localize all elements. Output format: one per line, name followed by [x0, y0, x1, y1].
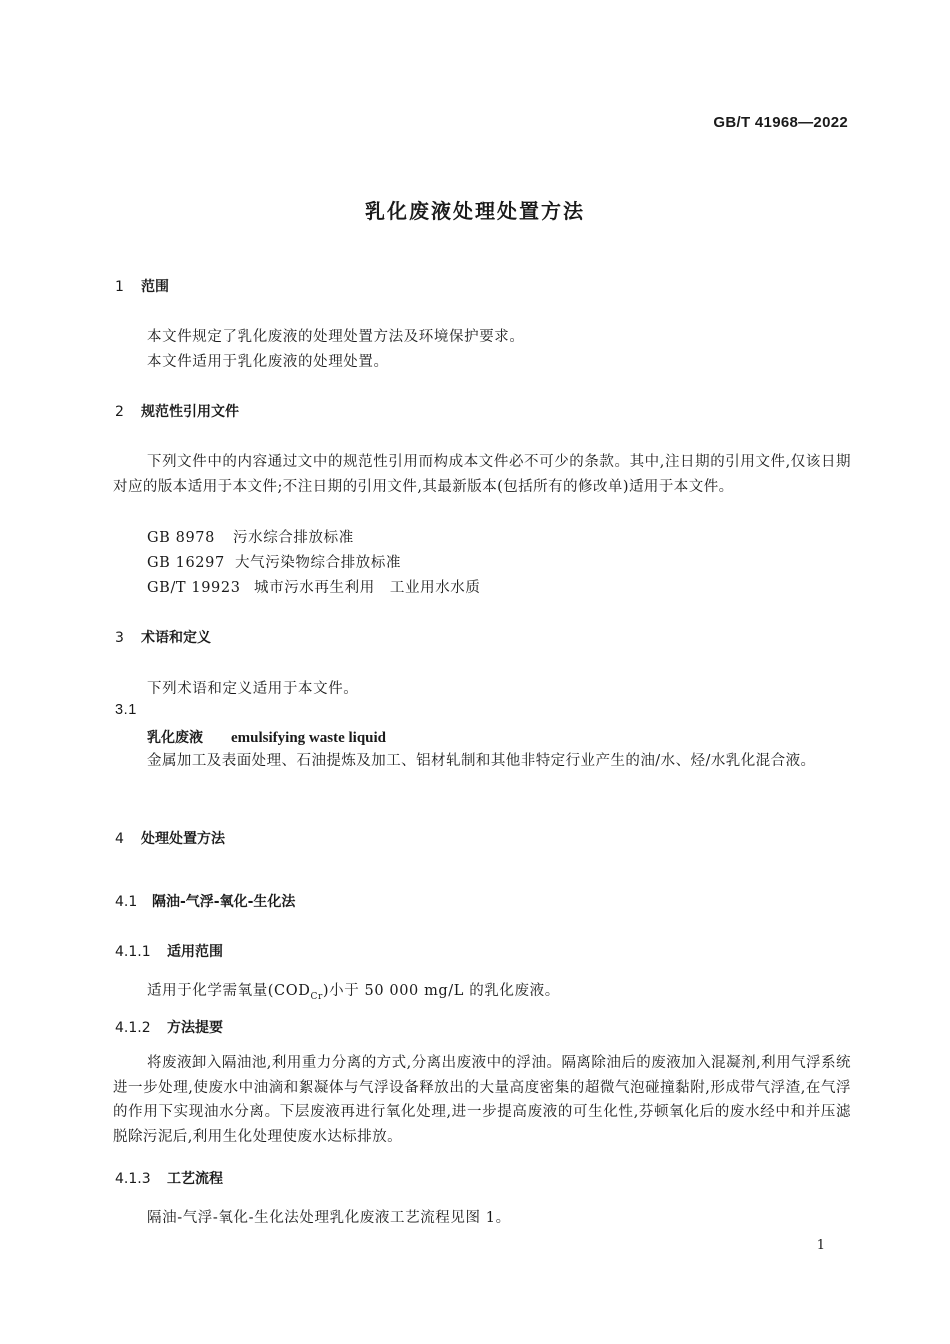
- text-segment: 适用于化学需氧量(COD: [147, 983, 311, 999]
- section-title: 规范性引用文件: [141, 404, 239, 420]
- paragraph: 本文件适用于乳化废液的处理处置。: [147, 354, 389, 370]
- reference-code: GB/T 19923: [147, 580, 241, 596]
- section-title: 处理处置方法: [141, 831, 225, 847]
- term-entry: [147, 727, 386, 747]
- section-number: 4.1: [115, 894, 138, 910]
- subscript-cr: Cr: [310, 991, 323, 1002]
- section-title: 术语和定义: [141, 630, 211, 646]
- reference-title: 污水综合排放标准: [233, 530, 354, 546]
- section-number: 4.1.1: [115, 944, 151, 960]
- paragraph: 下列术语和定义适用于本文件。: [147, 681, 359, 697]
- subsection-4-1-2-heading: [115, 1017, 223, 1037]
- section-title: 范围: [141, 279, 169, 295]
- paragraph: 本文件规定了乳化废液的处理处置方法及环境保护要求。: [147, 329, 525, 345]
- term-number: 3.1: [115, 702, 137, 718]
- section-3-heading: [115, 627, 211, 647]
- subsection-4-1-3-heading: [115, 1168, 223, 1188]
- standard-number: GB/T 41968—2022: [713, 114, 848, 131]
- section-1-heading: [115, 276, 169, 296]
- paragraph: 隔油-气浮-氧化-生化法处理乳化废液工艺流程见图 1。: [147, 1210, 511, 1226]
- section-title: 隔油-气浮-氧化-生化法: [152, 894, 296, 910]
- section-number: 3: [115, 630, 124, 646]
- section-4-heading: [115, 828, 225, 848]
- section-2-heading: [115, 401, 239, 421]
- document-title: 乳化废液处理处置方法: [365, 199, 585, 223]
- term-definition: 金属加工及表面处理、石油提炼及加工、铝材轧制和其他非特定行业产生的油/水、烃/水乳化混合液。: [147, 753, 816, 769]
- page-number: 1: [816, 1238, 825, 1253]
- reference-code: GB 8978: [147, 530, 215, 546]
- section-title: 适用范围: [167, 944, 223, 960]
- reference-title: 大气污染物综合排放标准: [235, 555, 402, 571]
- term-chinese: 乳化废液: [147, 730, 203, 746]
- section-title: 工艺流程: [167, 1171, 223, 1187]
- normative-reference: [147, 551, 401, 572]
- reference-code: GB 16297: [147, 555, 225, 571]
- section-number: 4.1.2: [115, 1020, 151, 1036]
- normative-reference: [147, 526, 354, 547]
- paragraph: 将废液卸入隔油池,利用重力分离的方式,分离出废液中的浮油。隔离除油后的废液加入混凝剂,利用气浮系统进一步处理,使废水中油滴和絮凝体与气浮设备释放出的大量高度密集的超微气泡碰撞黏附,形成带气浮渣,在气浮的作用下实现油水分离。下层废液再进行氧化处理,进一步提高废液的可生化性,芬顿氧化后的废水经中和并压滤脱除污泥后,利用生化处理使废水达标排放。: [113, 1055, 851, 1145]
- section-number: 4: [115, 831, 124, 847]
- normative-reference: [147, 576, 481, 597]
- section-title: 方法提要: [167, 1020, 223, 1036]
- section-number: 4.1.3: [115, 1171, 151, 1187]
- paragraph: 下列文件中的内容通过文中的规范性引用而构成本文件必不可少的条款。其中,注日期的引用文件,仅该日期对应的版本适用于本文件;不注日期的引用文件,其最新版本(包括所有的修改单)适用于本文件。: [113, 454, 851, 495]
- reference-title: 城市污水再生利用 工业用水水质: [254, 580, 481, 596]
- section-number: 2: [115, 404, 124, 420]
- term-english: emulsifying waste liquid: [231, 730, 387, 746]
- subsection-4-1-heading: [115, 891, 295, 911]
- text-segment: )小于 50 000 mg/L 的乳化废液。: [322, 983, 560, 999]
- subsection-4-1-1-heading: [115, 941, 223, 961]
- paragraph: [147, 979, 560, 1002]
- section-number: 1: [115, 279, 124, 295]
